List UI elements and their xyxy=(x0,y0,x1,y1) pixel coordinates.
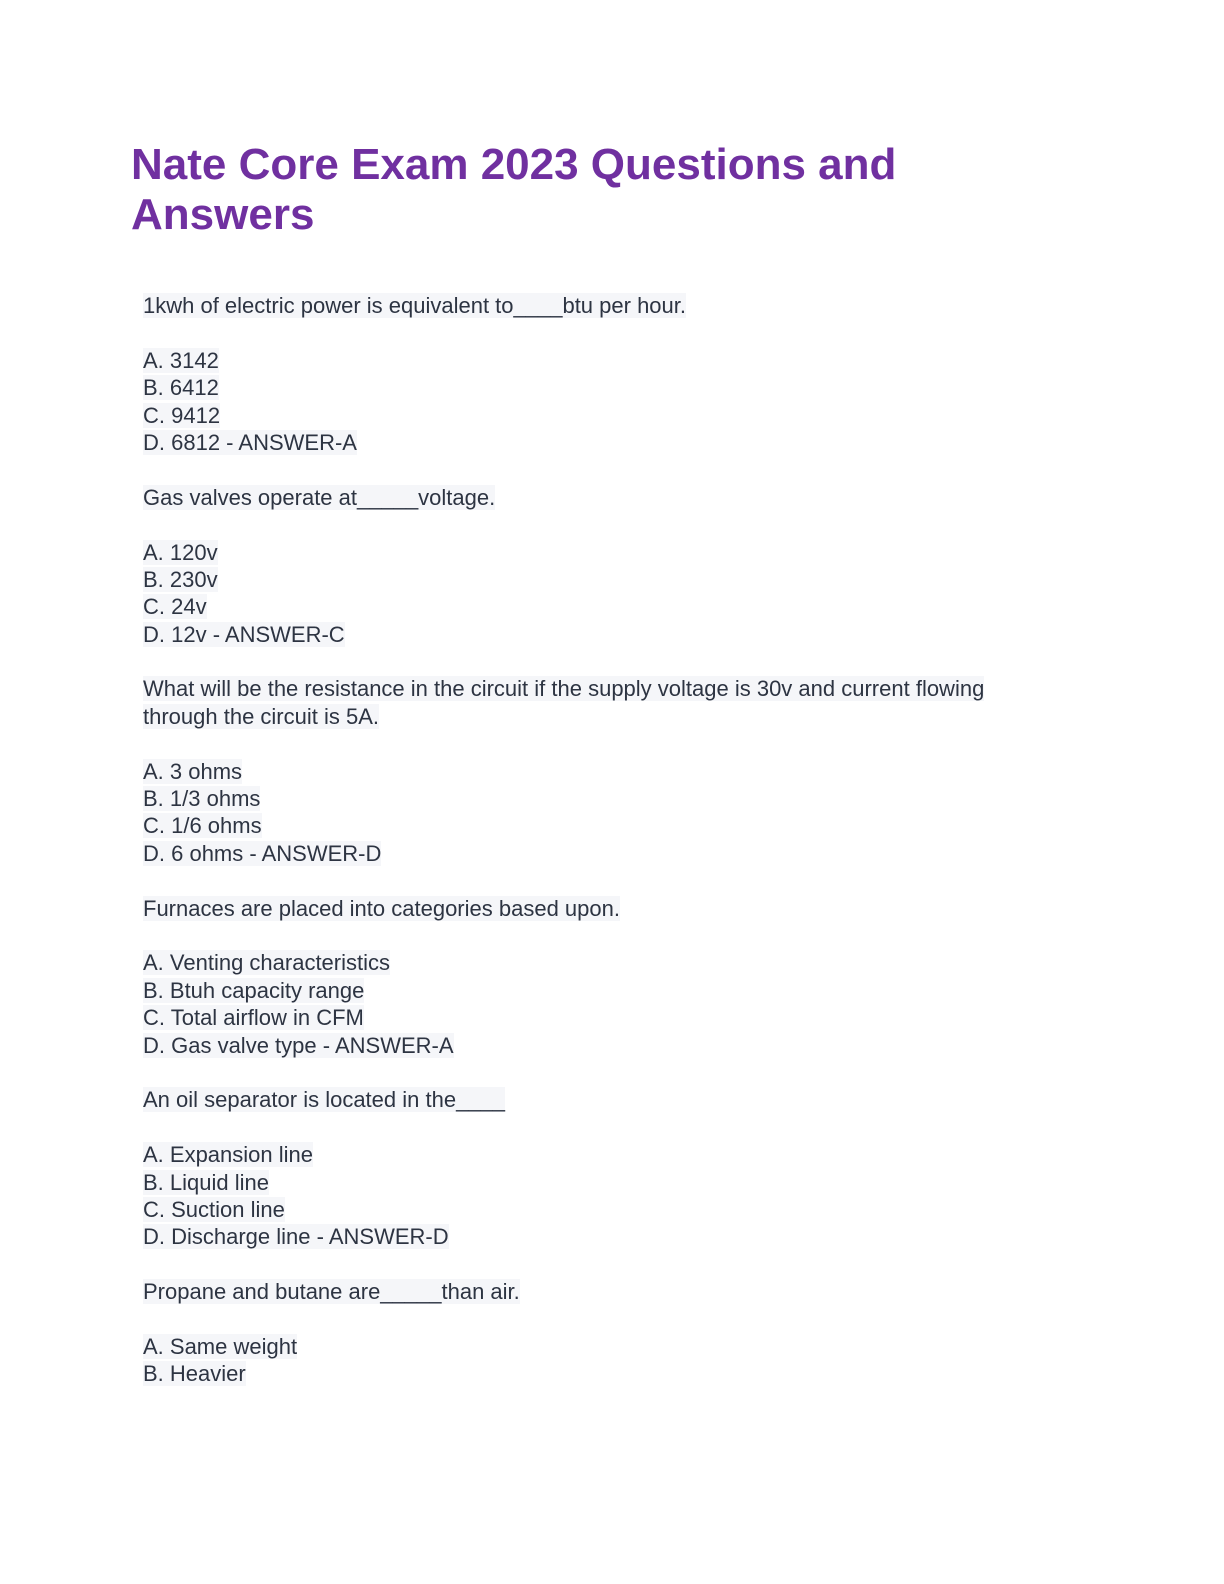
question-text-text: What will be the resistance in the circuit if the supply voltage is 30v and current flowing xyxy=(143,676,985,702)
answer-option xyxy=(143,1004,1083,1031)
answer-option-text: A. Same weight xyxy=(143,1333,298,1359)
question-text xyxy=(143,484,1083,511)
question-text xyxy=(143,895,1083,922)
answer-option-text: A. Venting characteristics xyxy=(143,950,391,976)
answer-option xyxy=(143,1333,1083,1360)
question-text xyxy=(143,1086,1083,1113)
answer-option-text: B. Liquid line xyxy=(143,1169,269,1195)
answer-option-text: B. Btuh capacity range xyxy=(143,977,365,1003)
answer-option xyxy=(143,1360,1083,1387)
answer-option xyxy=(143,1169,1083,1196)
question-text-text: Propane and butane are_____than air. xyxy=(143,1279,520,1305)
answer-option-text: B. 230v xyxy=(143,566,218,592)
answer-option xyxy=(143,1196,1083,1223)
answer-option-text: A. 3 ohms xyxy=(143,758,243,784)
answer-option xyxy=(143,347,1083,374)
document-title: Nate Core Exam 2023 Questions and Answers xyxy=(131,140,897,239)
question-block xyxy=(143,675,1083,894)
answer-option xyxy=(143,1141,1083,1168)
answer-option xyxy=(143,621,1083,648)
answer-option xyxy=(143,1032,1083,1059)
question-text xyxy=(143,703,1083,730)
answer-option-text: D. 12v - ANSWER-C xyxy=(143,621,345,647)
question-text xyxy=(143,292,1083,319)
answer-option-text: D. 6812 - ANSWER-A xyxy=(143,429,357,455)
answer-option xyxy=(143,785,1083,812)
answer-option-text: A. Expansion line xyxy=(143,1142,313,1168)
answer-option xyxy=(143,812,1083,839)
answer-option-text: C. 1/6 ohms xyxy=(143,813,262,839)
question-block xyxy=(143,484,1083,676)
answer-option xyxy=(143,593,1083,620)
question-list xyxy=(143,292,1083,1415)
answer-option-text: A. 3142 xyxy=(143,347,219,373)
answer-option-text: D. 6 ohms - ANSWER-D xyxy=(143,840,382,866)
answer-option xyxy=(143,402,1083,429)
answer-option-text: A. 120v xyxy=(143,539,218,565)
answer-option-text: C. Total airflow in CFM xyxy=(143,1005,364,1031)
question-block xyxy=(143,1278,1083,1415)
question-block xyxy=(143,1086,1083,1278)
question-text-text: 1kwh of electric power is equivalent to____btu per hour. xyxy=(143,293,686,318)
answer-option-text: C. Suction line xyxy=(143,1196,285,1222)
answer-option-text: B. Heavier xyxy=(143,1361,246,1387)
question-text-text: Gas valves operate at_____voltage. xyxy=(143,484,496,510)
answer-option-text: C. 24v xyxy=(143,594,207,620)
question-block xyxy=(143,292,1083,484)
question-text-text: An oil separator is located in the____ xyxy=(143,1087,506,1113)
answer-option xyxy=(143,758,1083,785)
question-block xyxy=(143,895,1083,1087)
answer-option xyxy=(143,949,1083,976)
answer-option-text: B. 1/3 ohms xyxy=(143,786,261,812)
answer-option-text: D. Discharge line - ANSWER-D xyxy=(143,1224,449,1250)
answer-option-text: D. Gas valve type - ANSWER-A xyxy=(143,1032,454,1058)
answer-option xyxy=(143,429,1083,456)
answer-option xyxy=(143,977,1083,1004)
answer-option xyxy=(143,566,1083,593)
answer-option-text: B. 6412 xyxy=(143,375,219,401)
answer-option xyxy=(143,1223,1083,1250)
question-text-text: Furnaces are placed into categories based upon. xyxy=(143,895,620,921)
answer-option-text: C. 9412 xyxy=(143,402,221,428)
answer-option xyxy=(143,374,1083,401)
answer-option xyxy=(143,539,1083,566)
answer-option xyxy=(143,840,1083,867)
question-text xyxy=(143,1278,1083,1305)
question-text xyxy=(143,675,1083,702)
question-text-text: through the circuit is 5A. xyxy=(143,703,380,729)
